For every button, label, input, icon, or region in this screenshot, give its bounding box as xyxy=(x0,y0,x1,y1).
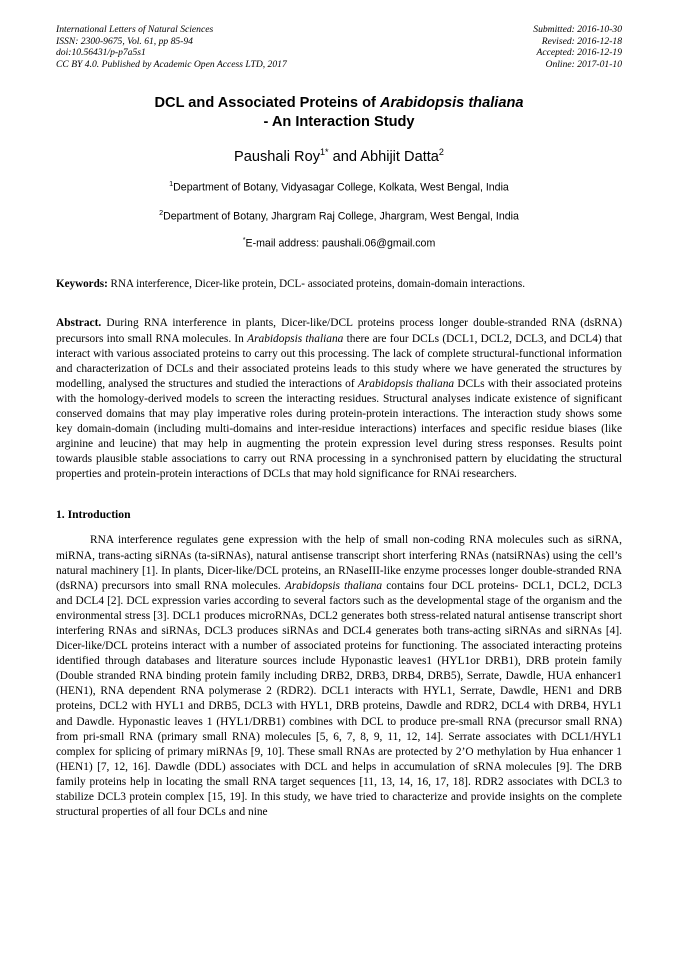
title-line2: - An Interaction Study xyxy=(263,113,415,130)
journal-doi: doi:10.56431/p-p7a5s1 xyxy=(56,47,146,59)
abstract-part-2: there are four DCLs (DCL1, DCL2, DCL3, and DCL4) that interact with various associated proteins to carry out this processing. The lack of complete structural-functional information and characterization of DCLs and their associated proteins leads to this study where we have generated the structures by modelling, analysed the structures and studied the interactions of xyxy=(56,332,622,390)
corresponding-email xyxy=(56,233,622,251)
introduction-species-1: Arabidopsis thaliana xyxy=(284,579,383,592)
author-sup-1: 1* xyxy=(320,147,329,158)
keywords-block xyxy=(56,277,622,292)
abstract-species-2: Arabidopsis thaliana xyxy=(357,377,455,390)
masthead-right xyxy=(533,24,622,70)
journal-masthead xyxy=(56,24,622,70)
masthead-left xyxy=(56,24,287,70)
affiliation-sup-1: 1 xyxy=(169,179,174,189)
title-block xyxy=(56,94,622,250)
introduction-part-1: RNA interference regulates gene expression with the help of small non-coding RNA molecules such as siRNA, miRNA, trans-acting siRNAs (ta-siRNAs), natural antisense transcript short interfering RNAs (natsiRNAs) using the cell’s natural machinery [1]. In plants, Dicer-like/DCL proteins, an RNaseIII-like enzyme processes longer double-stranded RNA (dsRNA) precursors into small RNA molecules. xyxy=(56,534,622,592)
author-name-1: Paushali Roy xyxy=(234,149,321,166)
introduction-part-2: contains four DCL proteins- DCL1, DCL2, DCL3 and DCL4 [2]. DCL expression varies according to several factors such as the developmental stage of the organism and the environmental stress [3]. DCL1 produces microRNAs, DCL2 generates both stress-related natural antisense transcript short interfering RNAs and siRNAs, DCL3 produces siRNAs and DCL4 generates both trans-acting siRNAs and siRNAs [4]. Dicer-like/DCL proteins interact with a number of associated proteins for functioning. The associated interacting proteins identified through databases and literature sources include Hyponastic leaves1 (HYL1or DRB1), DRB protein family (Double stranded RNA binding protein family including DRB2, DRB3, DRB4, DRB5), Serrate, Dawdle, HUA enhancer1 (HEN1), RNA dependent RNA polymerase 2 (RDR2). DCL1 interacts with HYL1, Serrate, Dawdle, HEN1 and DRB proteins, DCL2 with HYL1 and DRB5, DCL3 with HYL1, DRB proteins, Dawdle and RDR2, DCL4 with DRB4, HYL1 and Dawdle. Hyponastic leaves 1 (HYL1/DRB1) combines with DCL to produce pre-small RNA (precursor small RNA) from pri-small RNA (primary small RNA) molecules [5, 6, 7, 8, 9, 11, 12, 14]. Serrate associates with DCL1/HYL1 complex for splicing of primary miRNAs [9, 10]. These small RNAs are protected by 2’O methylation by Hua enhancer 1 (HEN1) [7, 12, 16]. Dawdle (DDL) associates with DCL and helps in accumulation of sRNA molecules [9]. The DRB family proteins help in locating the small RNA target sequences [11, 13, 14, 16, 17, 18]. RDR2 associates with DCL3 to stabilize DCL3 protein complex [15, 19]. In this study, we have tried to characterize and provide insights on the complete structural properties of all four DCLs and nine xyxy=(56,579,622,819)
section-heading-introduction: 1. Introduction xyxy=(56,508,131,522)
keywords-label: Keywords: xyxy=(56,277,108,290)
affiliation-sup-2: 2 xyxy=(159,207,164,217)
abstract-block xyxy=(56,316,622,482)
title-line1-species: Arabidopsis thaliana xyxy=(379,95,524,112)
date-online: Online: 2017-01-10 xyxy=(545,58,622,70)
author-list xyxy=(56,143,622,166)
affiliation-2 xyxy=(56,206,622,224)
author-conjunction: and xyxy=(328,149,361,166)
date-revised: Revised: 2016-12-18 xyxy=(541,35,622,47)
abstract-part-3: DCLs with their associated proteins with the homology-derived models to screen the interacting residues. Structural analyses indicate existence of significant conserved domains that may play imperative roles during protein-protein interactions. The interaction study shows some key domain-domain (including multi-domains and inter-residue interactions) interfaces and specific residue biases (like arginine and leucine) that may help in augmenting the protein expression level during stress responses. Results point towards plausible stable associations to carry out RNA processing in a synchronised pattern by elucidating the structural properties and protein-protein interactions of DCLs that may hold significance for RNAi researchers. xyxy=(56,377,622,481)
date-accepted: Accepted: 2016-12-19 xyxy=(536,47,622,59)
journal-name: International Letters of Natural Sciences xyxy=(56,24,214,35)
author-sup-2: 2 xyxy=(438,147,444,158)
introduction-paragraph xyxy=(56,533,622,820)
author-name-2: Abhijit Datta xyxy=(360,149,439,166)
title-line1-prefix: DCL and Associated Proteins of xyxy=(154,95,380,112)
abstract-label: Abstract. xyxy=(56,317,102,330)
date-submitted: Submitted: 2016-10-30 xyxy=(533,24,622,35)
affiliation-1 xyxy=(56,177,622,195)
journal-issn-volume: ISSN: 2300-9675, Vol. 61, pp 85-94 xyxy=(56,35,193,47)
email-sup: * xyxy=(242,235,246,245)
page-title xyxy=(56,94,622,131)
email-text: E-mail address: paushali.06@gmail.com xyxy=(245,237,436,250)
affiliation-text-2: Department of Botany, Jhargram Raj College, Jhargram, West Bengal, India xyxy=(163,210,519,223)
keywords-text: RNA interference, Dicer-like protein, DCL- associated proteins, domain-domain interactions. xyxy=(107,277,525,290)
journal-license: CC BY 4.0. Published by Academic Open Access LTD, 2017 xyxy=(56,58,287,70)
abstract-species-1: Arabidopsis thaliana xyxy=(247,332,344,345)
abstract-part-1: During RNA interference in plants, Dicer-like/DCL proteins process longer double-stranded RNA (dsRNA) precursors into small RNA molecules. In xyxy=(56,317,622,345)
affiliation-text-1: Department of Botany, Vidyasagar College, Kolkata, West Bengal, India xyxy=(173,181,509,194)
